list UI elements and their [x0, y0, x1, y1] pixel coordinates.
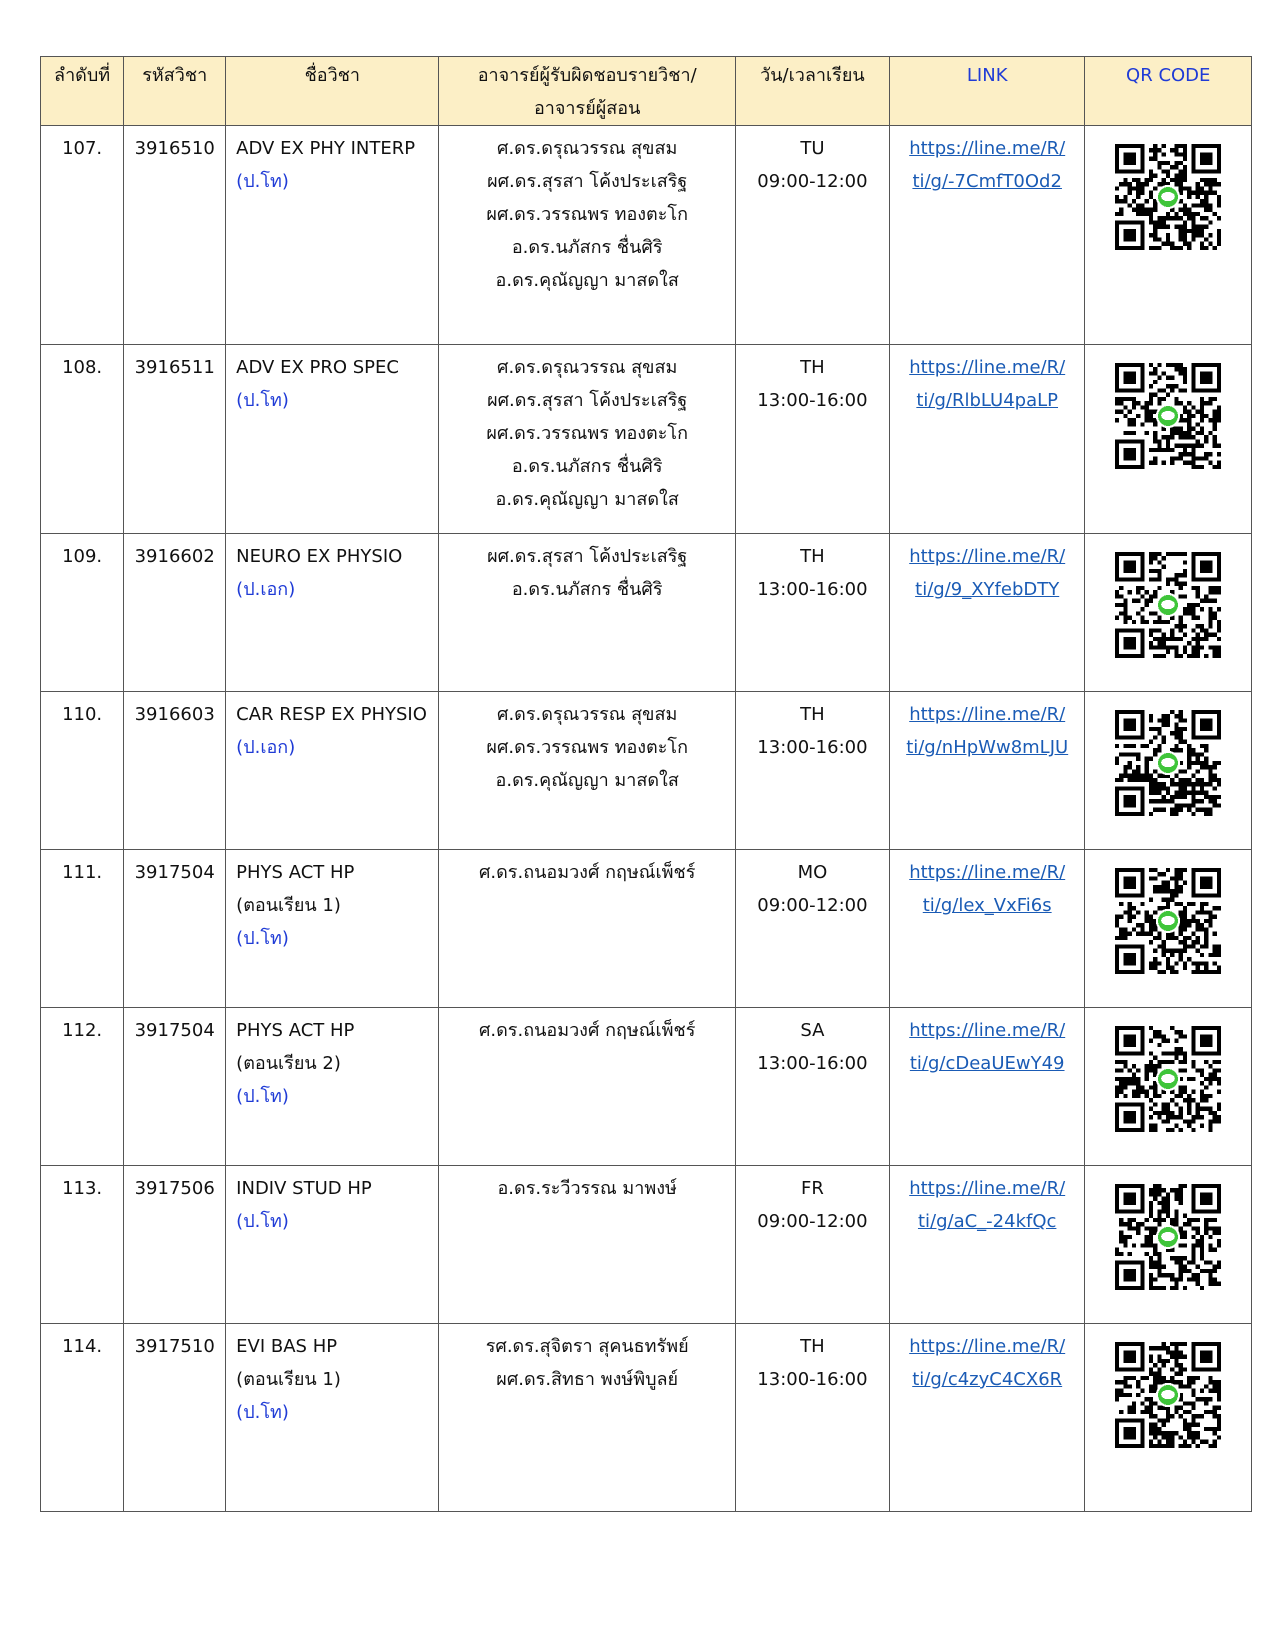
header-qr: QR CODE [1085, 57, 1252, 126]
instructor-name: ผศ.ดร.สุรสา โค้งประเสริฐ [487, 171, 688, 192]
class-day: SA [800, 1020, 825, 1041]
line-group-link-part: https://line.me/R/ [909, 704, 1066, 725]
instructor-name: ศ.ดร.ดรุณวรรณ สุขสม [497, 138, 678, 159]
course-code: 3917504 [124, 1008, 226, 1166]
course-name: (ตอนเรียน 1) [236, 1369, 341, 1390]
line-logo-icon [1157, 186, 1179, 208]
header-instructor-line-1: อาจารย์ผู้รับผิดชอบรายวิชา/ [477, 65, 697, 86]
instructors-cell [439, 850, 736, 1008]
header-code: รหัสวิชา [124, 57, 226, 126]
class-time: 09:00-12:00 [757, 1211, 868, 1232]
class-day: MO [797, 862, 828, 883]
schedule-cell [735, 534, 889, 692]
instructors-cell [439, 1324, 736, 1512]
line-group-link-part: ti/g/9_XYfebDTY [915, 579, 1060, 600]
class-time: 09:00-12:00 [757, 171, 868, 192]
line-group-link[interactable] [896, 132, 1079, 198]
qr-code-icon [1115, 1342, 1221, 1448]
instructor-name: ศ.ดร.ถนอมวงศ์ กฤษณ์เพ็ชร์ [478, 862, 696, 883]
instructors-cell [439, 534, 736, 692]
qr-code-cell [1085, 692, 1252, 850]
line-group-link-part: https://line.me/R/ [909, 138, 1066, 159]
instructor-name: ผศ.ดร.สุรสา โค้งประเสริฐ [487, 390, 688, 411]
row-number: 113. [41, 1166, 124, 1324]
line-group-link-part: https://line.me/R/ [909, 862, 1066, 883]
degree-level: (ป.เอก) [236, 737, 296, 758]
line-group-link[interactable] [896, 351, 1079, 417]
line-logo-icon [1157, 594, 1179, 616]
qr-code-cell [1085, 1324, 1252, 1512]
instructor-name: อ.ดร.คุณัญญา มาสดใส [495, 770, 679, 791]
instructor-name: อ.ดร.คุณัญญา มาสดใส [495, 489, 679, 510]
degree-level: (ป.เอก) [236, 579, 296, 600]
line-group-link-part: https://line.me/R/ [909, 357, 1066, 378]
link-cell [889, 1324, 1085, 1512]
instructors-cell [439, 692, 736, 850]
line-logo-icon [1157, 405, 1179, 427]
qr-code-icon [1115, 363, 1221, 469]
course-name: CAR RESP EX PHYSIO [236, 704, 427, 725]
line-group-link-part: https://line.me/R/ [909, 1178, 1066, 1199]
qr-code-cell [1085, 345, 1252, 534]
instructors-cell [439, 345, 736, 534]
qr-code-cell [1085, 1166, 1252, 1324]
course-code: 3917510 [124, 1324, 226, 1512]
line-group-link-part: https://line.me/R/ [909, 1336, 1066, 1357]
row-number: 107. [41, 126, 124, 345]
row-number: 111. [41, 850, 124, 1008]
line-logo-icon [1157, 1384, 1179, 1406]
instructors-cell [439, 1166, 736, 1324]
line-group-link-part: ti/g/lex_VxFi6s [922, 895, 1052, 916]
course-code: 3917504 [124, 850, 226, 1008]
link-cell [889, 1166, 1085, 1324]
line-group-link-part: https://line.me/R/ [909, 546, 1066, 567]
row-number: 108. [41, 345, 124, 534]
course-code: 3917506 [124, 1166, 226, 1324]
link-cell [889, 345, 1085, 534]
schedule-cell [735, 692, 889, 850]
line-logo-icon [1157, 1068, 1179, 1090]
class-day: TH [800, 1336, 825, 1357]
schedule-cell [735, 850, 889, 1008]
course-name: PHYS ACT HP [236, 1020, 355, 1041]
qr-code-cell [1085, 534, 1252, 692]
schedule-cell [735, 126, 889, 345]
class-time: 13:00-16:00 [757, 579, 868, 600]
line-group-link-part: ti/g/-7CmfT0Od2 [912, 171, 1062, 192]
row-number: 109. [41, 534, 124, 692]
course-name-cell [226, 534, 439, 692]
table-row [41, 850, 1252, 1008]
instructor-name: ผศ.ดร.วรรณพร ทองตะโก [486, 737, 688, 758]
line-logo-icon [1157, 1226, 1179, 1248]
table-row [41, 345, 1252, 534]
schedule-cell [735, 1166, 889, 1324]
instructor-name: ศ.ดร.ถนอมวงศ์ กฤษณ์เพ็ชร์ [478, 1020, 696, 1041]
course-name: ADV EX PHY INTERP [236, 138, 416, 159]
course-name: (ตอนเรียน 1) [236, 895, 341, 916]
course-code: 3916511 [124, 345, 226, 534]
link-cell [889, 534, 1085, 692]
degree-level: (ป.โท) [236, 171, 289, 192]
header-link: LINK [889, 57, 1085, 126]
line-group-link-part: ti/g/cDeaUEwY49 [909, 1053, 1065, 1074]
link-cell [889, 1008, 1085, 1166]
course-name: PHYS ACT HP [236, 862, 355, 883]
table-row [41, 1008, 1252, 1166]
row-number: 114. [41, 1324, 124, 1512]
instructors-cell [439, 1008, 736, 1166]
schedule-cell [735, 345, 889, 534]
line-group-link[interactable] [896, 540, 1079, 606]
row-number: 110. [41, 692, 124, 850]
course-name-cell [226, 1008, 439, 1166]
qr-code-icon [1115, 552, 1221, 658]
line-group-link[interactable] [896, 1014, 1079, 1080]
degree-level: (ป.โท) [236, 1402, 289, 1423]
line-group-link-part: https://line.me/R/ [909, 1020, 1066, 1041]
degree-level: (ป.โท) [236, 1086, 289, 1107]
course-name: NEURO EX PHYSIO [236, 546, 403, 567]
qr-code-icon [1115, 868, 1221, 974]
row-number: 112. [41, 1008, 124, 1166]
course-code: 3916510 [124, 126, 226, 345]
instructor-name: อ.ดร.คุณัญญา มาสดใส [495, 270, 679, 291]
line-group-link-part: ti/g/RlbLU4paLP [916, 390, 1059, 411]
table-row [41, 534, 1252, 692]
class-time: 13:00-16:00 [757, 390, 868, 411]
line-group-link-part: ti/g/aC_-24kfQc [917, 1211, 1057, 1232]
course-name-cell [226, 345, 439, 534]
course-name-cell [226, 850, 439, 1008]
table-header [41, 57, 1252, 126]
line-logo-icon [1157, 910, 1179, 932]
instructor-name: อ.ดร.นภัสกร ชื่นศิริ [511, 579, 663, 600]
course-name: EVI BAS HP [236, 1336, 338, 1357]
table-row [41, 692, 1252, 850]
course-name-cell [226, 1166, 439, 1324]
class-time: 13:00-16:00 [757, 737, 868, 758]
course-name: (ตอนเรียน 2) [236, 1053, 341, 1074]
qr-code-icon [1115, 1184, 1221, 1290]
header-instructor-line-2: อาจารย์ผู้สอน [533, 98, 641, 119]
schedule-cell [735, 1324, 889, 1512]
instructor-name: อ.ดร.นภัสกร ชื่นศิริ [511, 237, 663, 258]
line-logo-icon [1157, 752, 1179, 774]
instructor-name: อ.ดร.ระวีวรรณ มาพงษ์ [497, 1178, 677, 1199]
table-row [41, 1166, 1252, 1324]
link-cell [889, 692, 1085, 850]
instructor-name: ศ.ดร.ดรุณวรรณ สุขสม [497, 704, 678, 725]
class-day: TH [800, 546, 825, 567]
qr-code-cell [1085, 126, 1252, 345]
degree-level: (ป.โท) [236, 390, 289, 411]
line-group-link-part: ti/g/c4zyC4CX6R [912, 1369, 1063, 1390]
class-time: 09:00-12:00 [757, 895, 868, 916]
instructor-name: ศ.ดร.ดรุณวรรณ สุขสม [497, 357, 678, 378]
line-group-link[interactable] [896, 698, 1079, 764]
class-time: 13:00-16:00 [757, 1053, 868, 1074]
table-row [41, 126, 1252, 345]
header-instructor [439, 57, 736, 126]
line-group-link[interactable] [896, 856, 1079, 922]
class-day: FR [800, 1178, 824, 1199]
header-name: ชื่อวิชา [226, 57, 439, 126]
class-time: 13:00-16:00 [757, 1369, 868, 1390]
instructor-name: อ.ดร.นภัสกร ชื่นศิริ [511, 456, 663, 477]
instructor-name: ผศ.ดร.วรรณพร ทองตะโก [486, 204, 688, 225]
class-day: TU [800, 138, 825, 159]
qr-code-icon [1115, 1026, 1221, 1132]
course-table-page [40, 56, 1252, 1512]
course-code: 3916603 [124, 692, 226, 850]
line-group-link-part: ti/g/nHpWw8mLJU [906, 737, 1069, 758]
qr-code-cell [1085, 850, 1252, 1008]
course-name: INDIV STUD HP [236, 1178, 372, 1199]
link-cell [889, 850, 1085, 1008]
table-body [41, 126, 1252, 1512]
link-cell [889, 126, 1085, 345]
qr-code-icon [1115, 710, 1221, 816]
schedule-cell [735, 1008, 889, 1166]
degree-level: (ป.โท) [236, 1211, 289, 1232]
degree-level: (ป.โท) [236, 928, 289, 949]
header-no: ลำดับที่ [41, 57, 124, 126]
course-name: ADV EX PRO SPEC [236, 357, 399, 378]
course-name-cell [226, 1324, 439, 1512]
course-table [40, 56, 1252, 1512]
instructor-name: ผศ.ดร.วรรณพร ทองตะโก [486, 423, 688, 444]
class-day: TH [800, 357, 825, 378]
line-group-link[interactable] [896, 1172, 1079, 1238]
table-row [41, 1324, 1252, 1512]
header-time: วัน/เวลาเรียน [735, 57, 889, 126]
qr-code-icon [1115, 144, 1221, 250]
course-name-cell [226, 126, 439, 345]
course-code: 3916602 [124, 534, 226, 692]
instructor-name: รศ.ดร.สุจิตรา สุคนธทรัพย์ [485, 1336, 689, 1357]
course-name-cell [226, 692, 439, 850]
instructor-name: ผศ.ดร.สิทธา พงษ์พิบูลย์ [496, 1369, 679, 1390]
qr-code-cell [1085, 1008, 1252, 1166]
instructor-name: ผศ.ดร.สุรสา โค้งประเสริฐ [487, 546, 688, 567]
class-day: TH [800, 704, 825, 725]
instructors-cell [439, 126, 736, 345]
line-group-link[interactable] [896, 1330, 1079, 1396]
